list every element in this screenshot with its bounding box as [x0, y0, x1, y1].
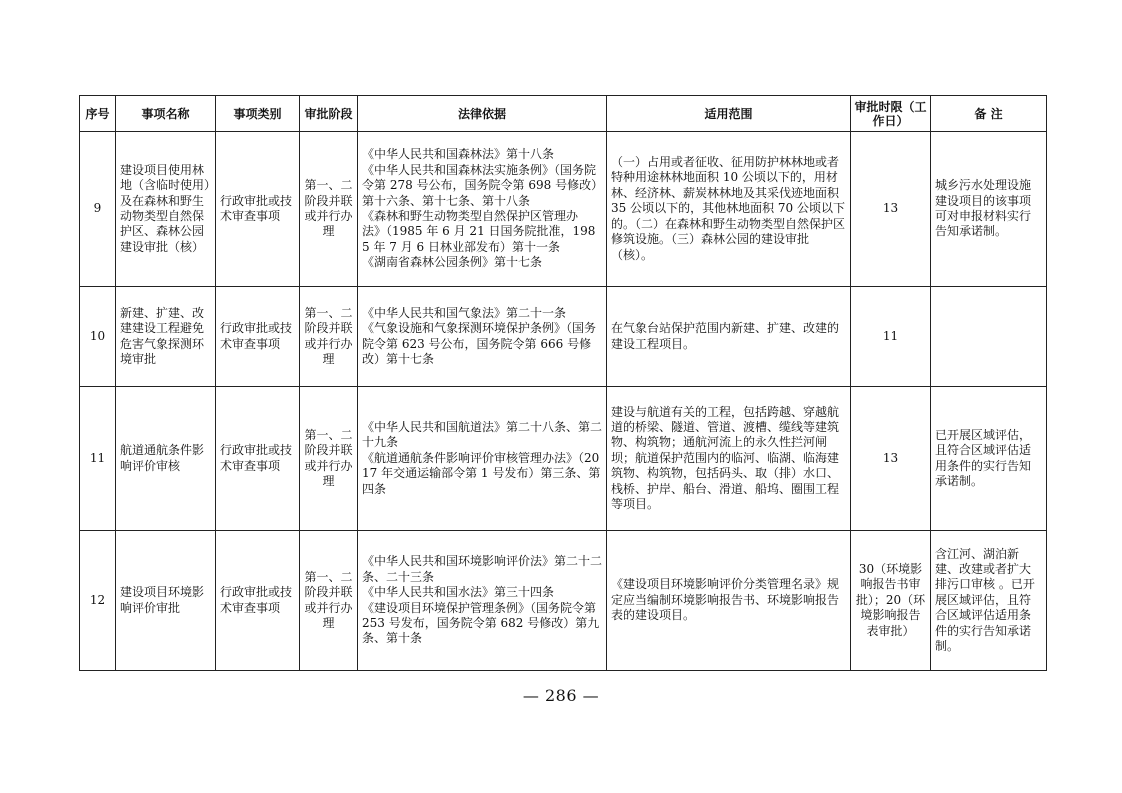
header-item-name: 事项名称	[116, 96, 216, 132]
header-remarks: 备 注	[931, 96, 1047, 132]
cell-serial-number: 10	[80, 287, 116, 387]
table-row	[80, 531, 1047, 671]
cell-remarks	[931, 287, 1047, 387]
header-item-category: 事项类别	[216, 96, 300, 132]
cell-item-category: 行政审批或技术审查事项	[216, 531, 300, 671]
cell-serial-number: 9	[80, 132, 116, 287]
header-approval-stage: 审批阶段	[300, 96, 358, 132]
cell-approval-time-limit: 13	[851, 132, 931, 287]
cell-approval-time-limit: 11	[851, 287, 931, 387]
cell-serial-number: 11	[80, 387, 116, 531]
cell-legal-basis: 《中华人民共和国森林法》第十八条 《中华人民共和国森林法实施条例》（国务院令第 278 号公布，国务院令第 698 号修改）第十六条、第十七条、第十八条 《森林和野生动物类型自然保护区管理办法》（1985 年 6 月 21 日国务院批准，1985 年 7 月 6 日林业部发布）第十一条 《湖南省森林公园条例》第十七条	[358, 132, 607, 287]
header-serial-number: 序号	[80, 96, 116, 132]
cell-item-category: 行政审批或技术审查事项	[216, 287, 300, 387]
header-applicable-scope: 适用范围	[607, 96, 851, 132]
cell-item-category: 行政审批或技术审查事项	[216, 132, 300, 287]
cell-serial-number: 12	[80, 531, 116, 671]
cell-item-name: 新建、扩建、改建建设工程避免危害气象探测环境审批	[116, 287, 216, 387]
cell-item-name: 建设项目使用林地（含临时使用）及在森林和野生动物类型自然保护区、森林公园建设审批（核）	[116, 132, 216, 287]
cell-remarks: 已开展区域评估，且符合区域评估适用条件的实行告知承诺制。	[931, 387, 1047, 531]
cell-approval-time-limit: 30（环境影响报告书审批）；20（环境影响报告表审批）	[851, 531, 931, 671]
cell-item-name: 建设项目环境影响评价审批	[116, 531, 216, 671]
cell-legal-basis: 《中华人民共和国环境影响评价法》第二十二条、二十三条 《中华人民共和国水法》第三十四条 《建设项目环境保护管理条例》（国务院令第 253 号发布，国务院令第 682 号修改）第九条、第十条	[358, 531, 607, 671]
cell-applicable-scope: 《建设项目环境影响评价分类管理名录》规定应当编制环境影响报告书、环境影响报告表的建设项目。	[607, 531, 851, 671]
table-header-row	[80, 96, 1047, 132]
cell-approval-time-limit: 13	[851, 387, 931, 531]
cell-approval-stage: 第一、二阶段并联或并行办理	[300, 132, 358, 287]
cell-applicable-scope: （一）占用或者征收、征用防护林林地或者特种用途林林地面积 10 公顷以下的，用材林、经济林、薪炭林林地及其采伐迹地面积 35 公顷以下的，其他林地面积 70 公顷以下的。（二）在森林和野生动物类型自然保护区修筑设施。（三）森林公园的建设审批（核）。	[607, 132, 851, 287]
cell-applicable-scope: 建设与航道有关的工程，包括跨越、穿越航道的桥梁、隧道、管道、渡槽、缆线等建筑物、构筑物；通航河流上的永久性拦河闸坝；航道保护范围内的临河、临湖、临海建筑物、构筑物，包括码头、取（排）水口、栈桥、护岸、船台、滑道、船坞、圈围工程等项目。	[607, 387, 851, 531]
cell-remarks: 城乡污水处理设施建设项目的该事项可对申报材料实行告知承诺制。	[931, 132, 1047, 287]
header-legal-basis: 法律依据	[358, 96, 607, 132]
table-body	[80, 132, 1047, 671]
header-approval-time-limit: 审批时限（工作日）	[851, 96, 931, 132]
cell-approval-stage: 第一、二阶段并联或并行办理	[300, 531, 358, 671]
cell-item-name: 航道通航条件影响评价审核	[116, 387, 216, 531]
cell-legal-basis: 《中华人民共和国气象法》第二十一条 《气象设施和气象探测环境保护条例》（国务院令第 623 号公布，国务院令第 666 号修改）第十七条	[358, 287, 607, 387]
cell-approval-stage: 第一、二阶段并联或并行办理	[300, 387, 358, 531]
cell-item-category: 行政审批或技术审查事项	[216, 387, 300, 531]
table-row	[80, 132, 1047, 287]
table-row	[80, 287, 1047, 387]
cell-applicable-scope: 在气象台站保护范围内新建、扩建、改建的建设工程项目。	[607, 287, 851, 387]
approval-items-table	[79, 95, 1047, 671]
table-row	[80, 387, 1047, 531]
cell-approval-stage: 第一、二阶段并联或并行办理	[300, 287, 358, 387]
cell-remarks: 含江河、湖泊新建、改建或者扩大排污口审核 。已开展区域评估，且符合区域评估适用条件的实行告知承诺制。	[931, 531, 1047, 671]
page-number: — 286 —	[522, 686, 600, 705]
cell-legal-basis: 《中华人民共和国航道法》第二十八条、第二十九条 《航道通航条件影响评价审核管理办法》（2017 年交通运输部令第 1 号发布）第三条、第四条	[358, 387, 607, 531]
